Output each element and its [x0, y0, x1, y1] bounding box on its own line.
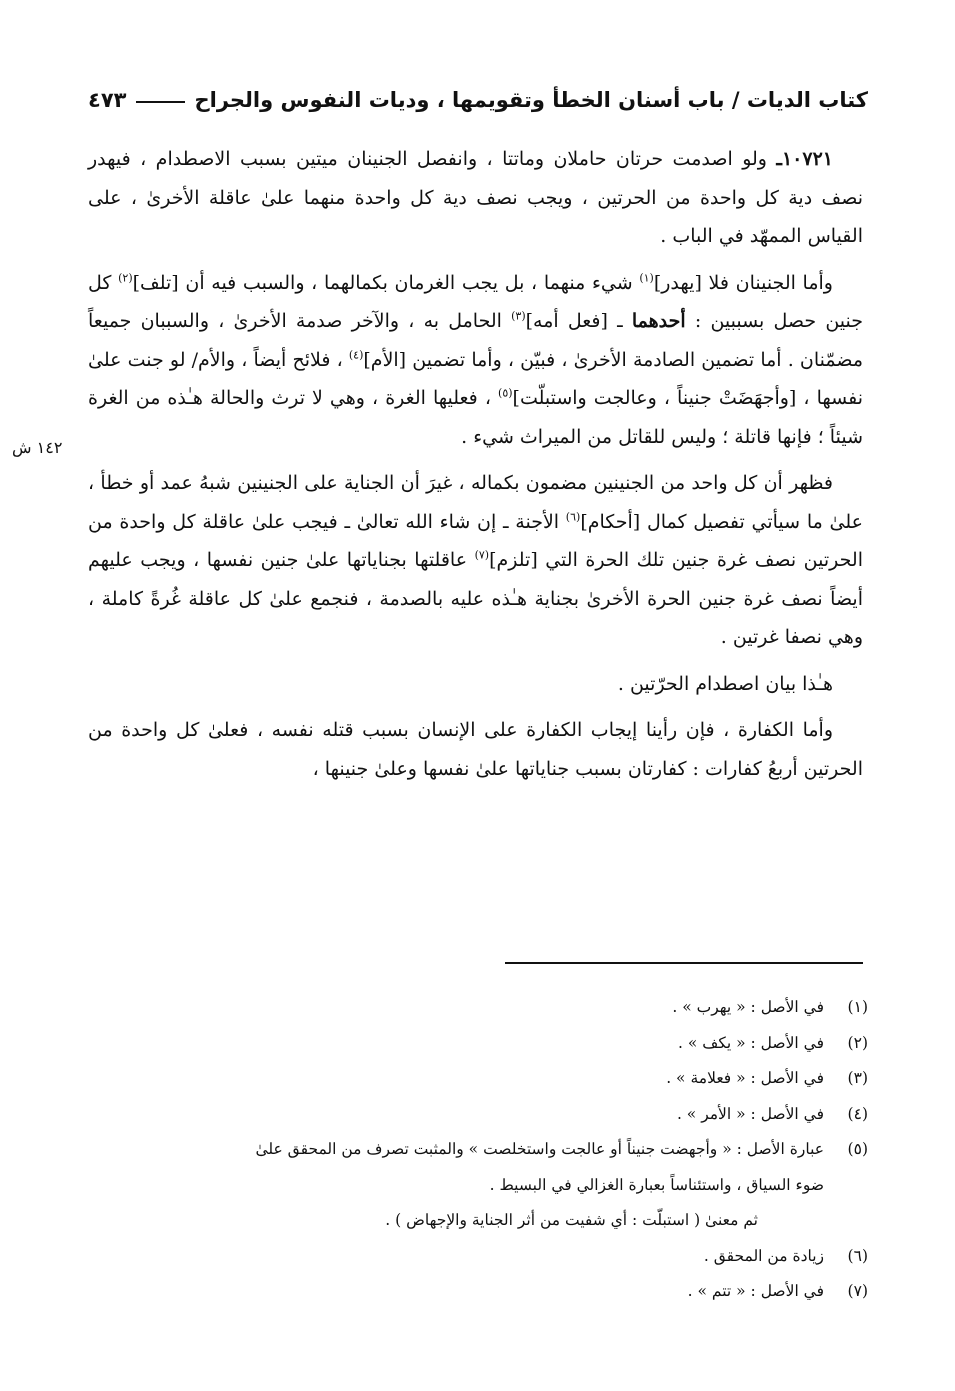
footnote-3 [80, 1061, 868, 1097]
text-run: الأجنة ـ إن شاء الله تعالىٰ ـ فيجب علىٰ عاقلة كل واحدة من الحرتين نصف غرة جنين تلك الحرة التي [تلزم] [88, 510, 863, 571]
footnote-5-note: ثم معنىٰ ( استبلّت : أي شفيت من أثر الجناية والإجهاض ) . [385, 1211, 758, 1229]
footnote-5 [80, 1132, 868, 1168]
footnote-text: عبارة الأصل : « وأجهضت جنيناً أو عالجت واستخلصت » والمثبت تصرف من المحقق علىٰ [255, 1140, 824, 1158]
footnote-text: في الأصل : « الأمر » . [676, 1104, 824, 1123]
issue-number: ١٠٧٢١ـ [776, 148, 833, 170]
main-text [88, 140, 863, 796]
footnote-ref[interactable]: (٣) [511, 309, 526, 323]
running-header [88, 78, 868, 122]
footnote-number: (٥) [847, 1140, 868, 1158]
text-run: ـ [فعل أمه] [525, 310, 632, 332]
footnote-ref[interactable]: (٧) [474, 548, 490, 562]
footnote-7 [80, 1274, 868, 1310]
footnote-ref[interactable]: (٥) [498, 386, 513, 400]
text-run: شيء منهما ، بل يجب الغرمان بكمالهما ، والسبب فيه أن [تلف] [132, 271, 640, 294]
header-title: كتاب الديات / باب أسنان الخطأ وتقويمها ، وديات النفوس والجراح [194, 88, 868, 112]
footnote-ref[interactable]: (٦) [565, 510, 581, 524]
footnote-number: (٤) [847, 1104, 868, 1123]
footnote-separator [505, 962, 863, 964]
footnotes [80, 990, 868, 1310]
page-number: ٤٧٣ [88, 88, 127, 112]
footnote-5-continuation: ضوء السياق ، واستئناساً بعبارة الغزالي في البسيط . [489, 1175, 824, 1194]
text-run: ، فلائح أيضاً ، والأم/ لو جنت علىٰ نفسها ، [وأجهَضَتْ جنيناً ، وعالجت واستبلّت] [88, 348, 863, 409]
footnote-text: في الأصل : « يهرب » . [672, 998, 824, 1016]
paragraph-3 [88, 464, 863, 657]
footnote-text: في الأصل : « فعلامة » . [666, 1069, 824, 1087]
paragraph-1 [88, 140, 863, 256]
footnote-number: (١) [847, 998, 868, 1016]
footnote-ref[interactable]: (٢) [118, 271, 133, 285]
footnote-number: (٢) [847, 1033, 868, 1052]
footnote-ref[interactable]: (٤) [348, 348, 364, 362]
paragraph-4: هـٰذا بيان اصطدام الحرّتين . [617, 672, 833, 695]
footnote-text: في الأصل : « تتم » . [687, 1282, 824, 1300]
text-run: كل جنين حصل بسببين : [88, 271, 864, 332]
paragraph-1-text: ولو اصدمت حرتان حاملان وماتتا ، وانفصل الجنينان ميتين بسبب الاصطدام ، فيهدر نصف دية كل واحدة من الحرتين ، ويجب نصف دية كل واحدة منهما علىٰ عاقلة الأخرىٰ ، على القياس الممهّد في الباب . [88, 148, 863, 247]
bold-term: أحدهما [631, 310, 686, 332]
footnote-number: (٦) [847, 1246, 868, 1265]
text-run: عاقلتها بجناياتها علىٰ جنين نفسها ، ويجب عليهم أيضاً نصف غرة جنين الحرة الأخرىٰ بجناية هـٰذه عليه بالصدمة ، فنجمع علىٰ كل عاقلة غُرةً كاملة ، وهي نصفا غرتين . [88, 549, 863, 648]
footnote-4 [80, 1097, 868, 1133]
footnote-1 [80, 990, 868, 1026]
text-run: وأما الجنينان فلا [يهدر] [653, 271, 833, 294]
footnote-number: (٧) [847, 1282, 868, 1300]
text-run: ، فعليها الغرة ، وهي لا ترث والحالة هـٰذه من الغرة شيئاً ؛ فإنها قاتلة ؛ وليس للقاتل من الميراث شيء . [88, 387, 863, 448]
footnote-6 [80, 1239, 868, 1275]
paragraph-5: وأما الكفارة ، فإن رأينا إيجاب الكفارة على الإنسان بسبب قتله نفسه ، فعلىٰ كل واحدة من الحرتين أربعُ كفارات : كفارتان بسبب جناياتها علىٰ نفسها وعلىٰ جنينها ، [88, 719, 863, 780]
header-rule [136, 101, 184, 103]
footnote-text: في الأصل : « يكف » . [678, 1033, 824, 1052]
paragraph-2 [88, 264, 863, 457]
footnote-number: (٣) [847, 1069, 868, 1087]
text-run: فظهر أن كل واحد من الجنينين مضمون بكماله ، غيرَ أن الجناية على الجنينين شبهُ عمد أو خطأ ، علىٰ ما سيأتي تفصيل كمال [أحكام] [88, 472, 863, 533]
margin-note: ١٤٢ ش [12, 438, 63, 457]
footnote-2 [80, 1026, 868, 1062]
text-run: الحامل به ، والآخر صدمة الأخرىٰ ، والسببان جميعاً مضمّنان . أما تضمين الصادمة الأخرىٰ ، فبيّن ، وأما تضمين [الأم] [88, 310, 864, 371]
footnote-text: زيادة من المحقق . [703, 1246, 824, 1265]
footnote-ref[interactable]: (١) [639, 271, 654, 285]
